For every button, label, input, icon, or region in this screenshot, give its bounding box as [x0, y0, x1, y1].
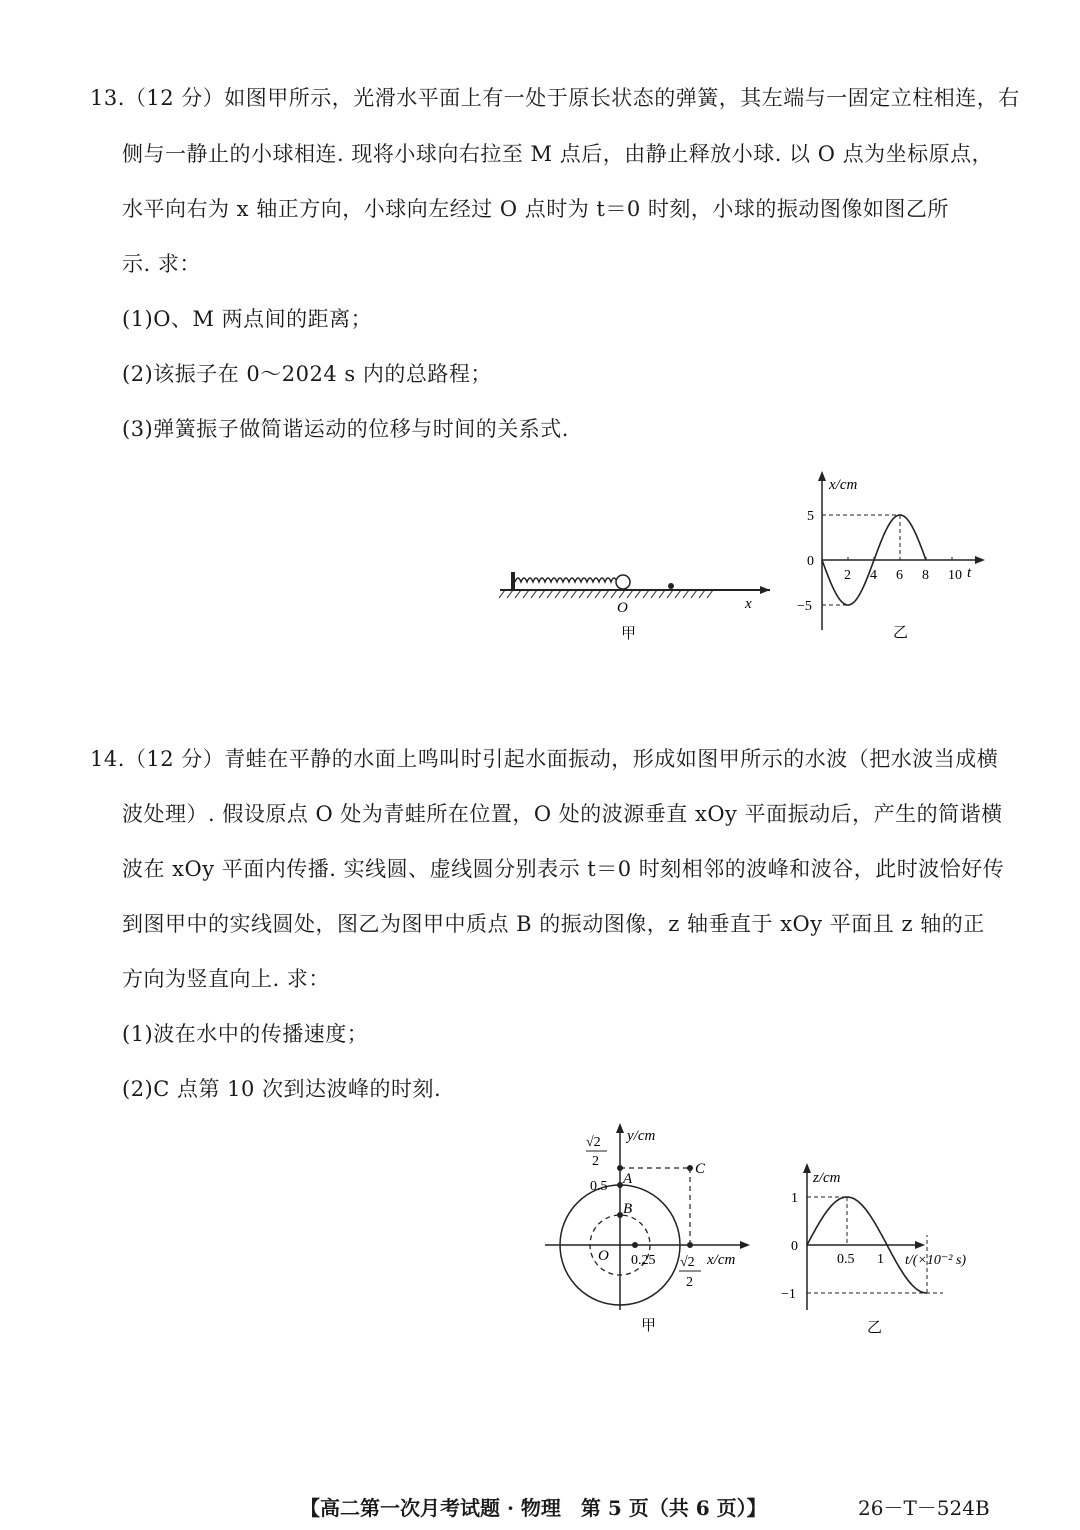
q14-sub-1: (1)波在水中的传播速度； — [122, 1022, 369, 1046]
x-tick-label: 10 — [948, 568, 962, 583]
y-tick-label: −5 — [797, 599, 812, 614]
label-0-25: 0.25 — [631, 1253, 656, 1268]
y-axis-label: y/cm — [627, 1128, 656, 1144]
y-axis-label: x/cm — [829, 477, 858, 493]
x-tick-label: 1 — [877, 1252, 884, 1267]
y-tick-label: 1 — [791, 1191, 798, 1206]
x-axis-label: x/cm — [707, 1252, 736, 1268]
point-c — [687, 1165, 693, 1171]
figure-caption: 乙 — [893, 625, 909, 641]
den-label-x: 2 — [686, 1275, 693, 1290]
footer-code: 26－T－524B — [858, 1496, 990, 1520]
q14-figure-jia — [545, 1120, 770, 1335]
y-tick-label: −1 — [781, 1287, 796, 1302]
label-a: A — [623, 1171, 633, 1187]
x-tick-label: 2 — [844, 568, 851, 583]
x-tick-label: 8 — [922, 568, 929, 583]
q13-line-2: 侧与一静止的小球相连. 现将小球向右拉至 M 点后，由静止释放小球. 以 O 点为坐标原点， — [122, 142, 994, 166]
origin-label: O — [598, 1248, 609, 1264]
x-axis-label: x — [745, 596, 752, 612]
label-c: C — [695, 1161, 706, 1177]
x-tick-label: 4 — [870, 568, 877, 583]
spring — [515, 578, 623, 582]
label-b: B — [623, 1201, 633, 1217]
figure-caption: 甲 — [621, 626, 637, 642]
q14-line-2: 波处理）. 假设原点 O 处为青蛙所在位置，O 处的波源垂直 xOy 平面振动后，产生的简谐横 — [122, 802, 1003, 826]
sqrt2-label-y: √2 — [586, 1135, 601, 1150]
x-tick-label: 0.5 — [837, 1252, 855, 1267]
figure-caption: 甲 — [641, 1318, 657, 1334]
q13-figure-jia — [495, 560, 775, 650]
label-0-5: 0.5 — [590, 1179, 608, 1194]
footer-title: 【高二第一次月考试题 · 物理 第 5 页（共 6 页）】 — [300, 1496, 767, 1520]
y-tick-label: 0 — [807, 554, 814, 569]
x-axis-label: t — [967, 565, 972, 581]
origin-label: O — [617, 600, 628, 616]
q13-line-4: 示. 求： — [122, 252, 201, 276]
q13-figure-yi — [795, 465, 995, 645]
y-axis-label: z/cm — [813, 1170, 841, 1186]
q14-line-5: 方向为竖直向上. 求： — [122, 967, 330, 991]
q13-sub-2: (2)该振子在 0～2024 s 内的总路程； — [122, 362, 492, 386]
q14-sub-2: (2)C 点第 10 次到达波峰的时刻. — [122, 1077, 442, 1101]
figure-caption: 乙 — [867, 1320, 883, 1336]
q13-sub-3: (3)弹簧振子做简谐运动的位移与时间的关系式. — [122, 417, 569, 441]
q14-line-3: 波在 xOy 平面内传播. 实线圆、虚线圆分别表示 t＝0 时刻相邻的波峰和波谷，此时波恰好传 — [122, 857, 1005, 881]
x-axis-label: t/(×10⁻² s) — [905, 1253, 967, 1268]
sqrt2-label-x: √2 — [680, 1255, 695, 1270]
den-label-y: 2 — [592, 1154, 599, 1169]
q13-line-1: 13.（12 分）如图甲所示，光滑水平面上有一处于原长状态的弹簧，其左端与一固定立柱相连，右 — [90, 86, 1020, 110]
ball — [616, 575, 630, 589]
q14-figure-yi — [775, 1160, 1000, 1340]
q14-line-1: 14.（12 分）青蛙在平静的水面上鸣叫时引起水面振动，形成如图甲所示的水波（把水波当成横 — [90, 747, 999, 771]
x-tick-label: 6 — [896, 568, 903, 583]
q14-line-4: 到图甲中的实线圆处，图乙为图甲中质点 B 的振动图像，z 轴垂直于 xOy 平面且 z 轴的正 — [122, 912, 985, 936]
y-tick-label: 5 — [807, 509, 814, 524]
q13-sub-1: (1)O、M 两点间的距离； — [122, 307, 373, 331]
q13-line-3: 水平向右为 x 轴正方向，小球向左经过 O 点时为 t＝0 时刻，小球的振动图像如图乙所 — [122, 197, 949, 221]
y-tick-label: 0 — [791, 1239, 798, 1254]
